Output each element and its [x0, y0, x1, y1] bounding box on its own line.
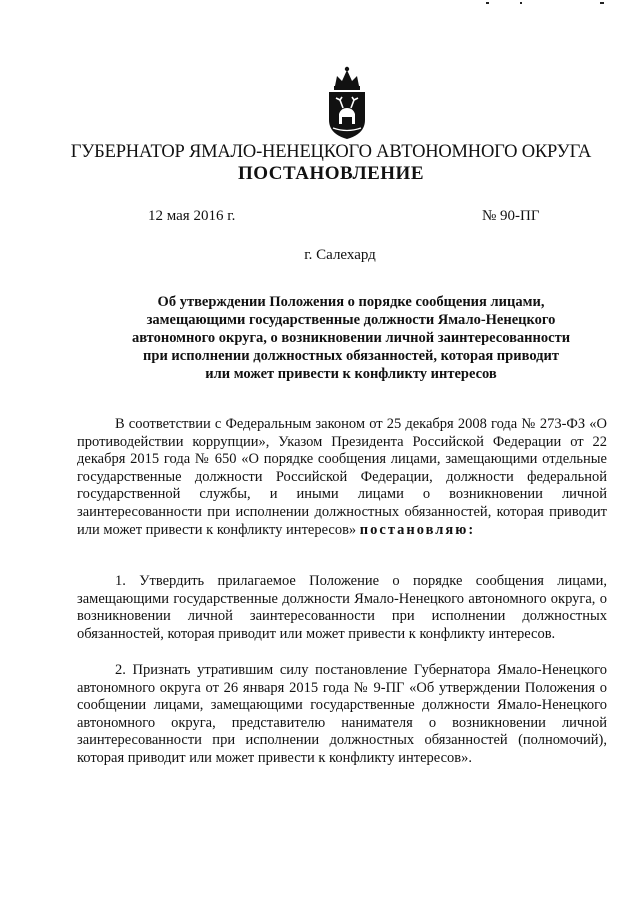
scan-speck [600, 2, 604, 4]
document-type-heading: ПОСТАНОВЛЕНИЕ [237, 163, 425, 184]
resolve-word: постановляю: [359, 521, 476, 538]
title-line: автономного округа, о возникновении личной заинтересованности [131, 330, 571, 346]
preamble-text: В соответствии с Федеральным законом от 25 декабря 2008 года № 273-ФЗ «О противодействии коррупции», Указом Президента Российской Федерации от 22 декабря 2015 года № 650 «О порядке сообщения лицами, замещающими отдельные государственные должности Российской Федерации, должности федеральной государственной службы, и иными лицами о возникновении личной заинтересованности при исполнении должностных обязанностей, которая приводит или может привести к конфликту интересов» [77, 416, 607, 538]
title-line: при исполнении должностных обязанностей, которая приводит [143, 348, 559, 364]
list-item [77, 573, 607, 643]
preamble-paragraph [77, 416, 607, 539]
document-number: № 90-ПГ [482, 208, 540, 224]
scan-speck [520, 2, 522, 4]
document-title [118, 293, 584, 383]
title-line: замещающими государственные должности Ямало-Ненецкого [146, 312, 556, 328]
title-line: Об утверждении Положения о порядке сообщения лицами, [157, 294, 545, 310]
item-2-text: 2. Признать утратившим силу постановление Губернатора Ямало-Ненецкого автономного округа от 26 января 2015 года № 9-ПГ «Об утверждении Положения о сообщении лицами, замещающими государственные должности Ямало-Ненецкого автономного округа, представителю нанимателя о возникновении личной заинтересованности при исполнении должностных обязанностей (полномочий), которая приводит или может привести к конфликту интересов». [77, 662, 607, 766]
issuer-heading: ГУБЕРНАТОР ЯМАЛО-НЕНЕЦКОГО АВТОНОМНОГО ОКРУГА [70, 142, 592, 162]
item-1-text: 1. Утвердить прилагаемое Положение о порядке сообщения лицами, замещающими государственные должности Ямало-Ненецкого автономного округа, о возникновении личной заинтересованности при исполнении должностных обязанностей, которая приводит или может привести к конфликту интересов. [77, 573, 607, 642]
document-date: 12 мая 2016 г. [148, 208, 236, 224]
title-line: или может привести к конфликту интересов [205, 366, 497, 382]
document-place: г. Салехард [304, 247, 376, 263]
list-item [77, 662, 607, 768]
scan-speck [486, 2, 489, 4]
coat-of-arms-emblem [325, 64, 369, 140]
